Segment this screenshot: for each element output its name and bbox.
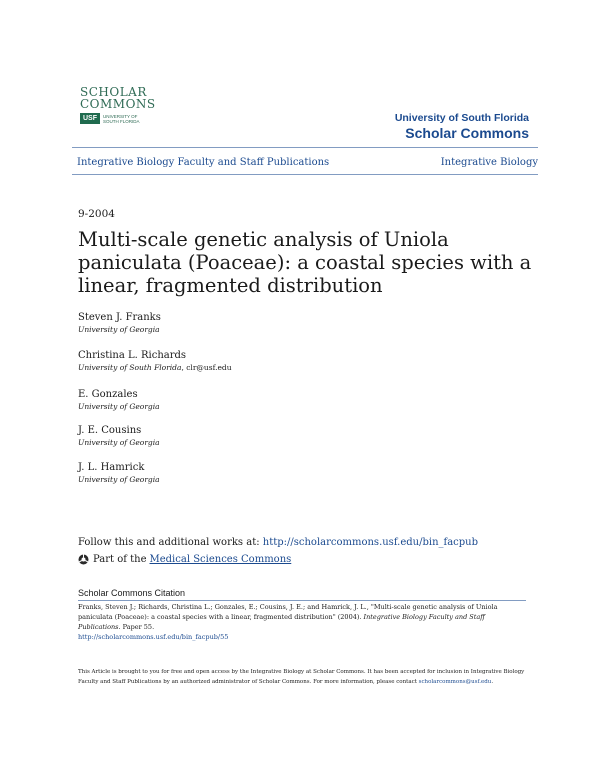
author-name: Christina L. Richards bbox=[78, 350, 187, 361]
author-email: , clr@usf.edu bbox=[181, 363, 232, 372]
publication-date: 9-2004 bbox=[78, 208, 115, 220]
follow-link[interactable]: http://scholarcommons.usf.edu/bin_facpub bbox=[262, 537, 479, 548]
follow-line bbox=[78, 537, 478, 548]
author-affiliation bbox=[78, 363, 232, 372]
university-name: University of South Florida bbox=[394, 112, 529, 124]
author-name: J. L. Hamrick bbox=[78, 462, 145, 473]
usf-mark: USF bbox=[80, 113, 100, 124]
paper-title: Multi-scale genetic analysis of Uniola paniculata (Poaceae): a coastal species with a linear, fragmented distribution bbox=[78, 228, 532, 297]
author-entry bbox=[78, 312, 161, 334]
author-name: Steven J. Franks bbox=[78, 312, 161, 323]
contact-email-link[interactable]: scholarcommons@usf.edu bbox=[418, 678, 492, 685]
medical-sciences-link[interactable]: Medical Sciences Commons bbox=[149, 554, 292, 565]
citation-url[interactable]: http://scholarcommons.usf.edu/bin_facpub/55 bbox=[78, 633, 229, 641]
logo-line1: SCHOLAR bbox=[80, 85, 147, 99]
author-affiliation: University of Georgia bbox=[78, 438, 160, 447]
author-entry bbox=[78, 389, 160, 411]
collection-link[interactable]: Integrative Biology Faculty and Staff Publications bbox=[77, 157, 330, 168]
usf-sub-line1: UNIVERSITY OF bbox=[103, 113, 138, 119]
follow-text: Follow this and additional works at: bbox=[78, 537, 263, 548]
author-entry bbox=[78, 350, 232, 372]
logo-wordmark bbox=[80, 86, 170, 110]
citation-paper: . Paper 55. bbox=[118, 623, 155, 631]
author-affiliation: University of Georgia bbox=[78, 475, 160, 484]
usf-badge bbox=[80, 113, 170, 124]
usf-subtitle bbox=[103, 114, 140, 124]
author-affiliation-text: University of South Florida bbox=[78, 363, 182, 372]
author-affiliation: University of Georgia bbox=[78, 402, 160, 411]
scholar-commons-logo[interactable] bbox=[80, 86, 170, 136]
author-name: J. E. Cousins bbox=[78, 425, 142, 436]
divider-top bbox=[72, 147, 538, 148]
divider-bottom bbox=[72, 174, 538, 175]
citation-main: Franks, Steven J.; Richards, Christina L.; Gonzales, E.; Cousins, J. E.; and Hamrick, J. L., "Multi-scale genetic analysis of Uniola paniculata (Poaceae): a coastal species with a linear, fragmented distribution" (2004). bbox=[78, 603, 498, 621]
author-affiliation: University of Georgia bbox=[78, 325, 160, 334]
repository-name: Scholar Commons bbox=[405, 125, 529, 141]
part-of-line bbox=[78, 554, 291, 565]
disclaimer bbox=[78, 668, 528, 687]
citation-text bbox=[78, 602, 528, 642]
commons-network-icon bbox=[78, 554, 89, 565]
citation-journal: Integrative Biology Faculty and Staff Publications bbox=[78, 613, 485, 631]
author-name: E. Gonzales bbox=[78, 389, 138, 400]
citation-heading: Scholar Commons Citation bbox=[78, 588, 186, 598]
usf-sub-line2: SOUTH FLORIDA bbox=[103, 118, 140, 124]
logo-line2: COMMONS bbox=[80, 97, 156, 111]
citation-divider bbox=[78, 600, 526, 601]
author-entry bbox=[78, 425, 160, 447]
part-of-text: Part of the bbox=[93, 554, 147, 565]
disclaimer-end: . bbox=[491, 678, 494, 685]
author-entry bbox=[78, 462, 160, 484]
institution-header[interactable] bbox=[395, 112, 529, 141]
department-link[interactable]: Integrative Biology bbox=[440, 157, 538, 168]
disclaimer-text: This Article is brought to you for free and open access by the Integrative Biology at Scholar Commons. It has been accepted for inclusion in Integrative Biology Faculty and Staff Publications by an authorized administrator of Scholar Commons. For more information, please contact bbox=[78, 669, 525, 685]
